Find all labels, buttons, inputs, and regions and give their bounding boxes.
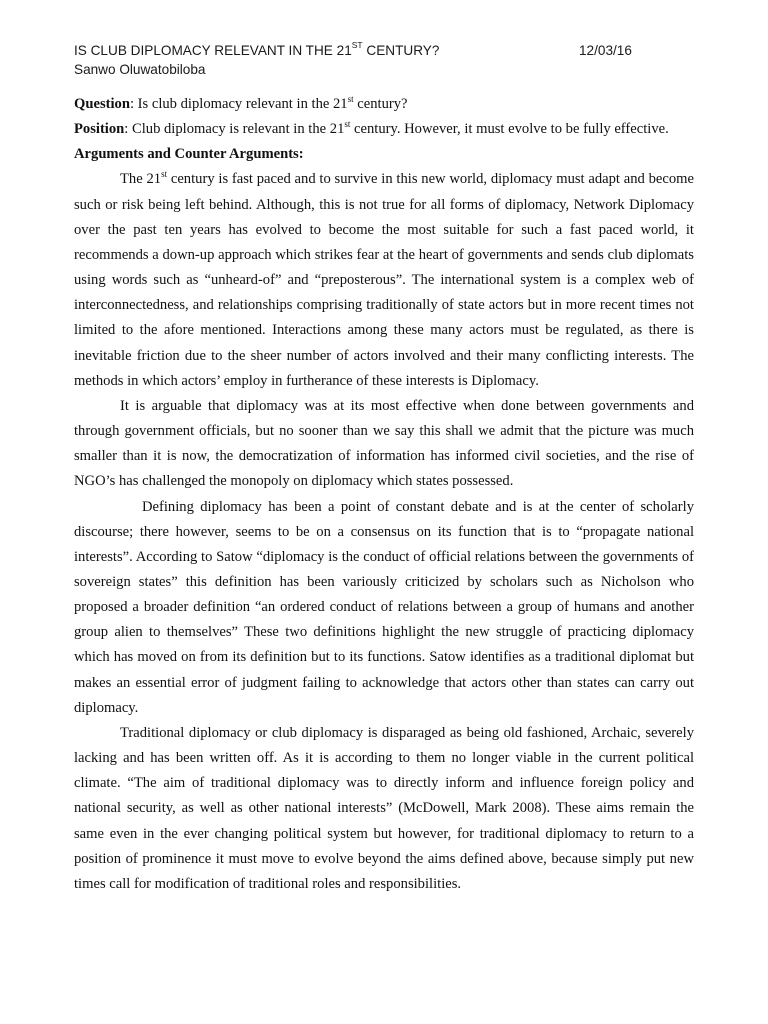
- paragraph-1-superscript: st: [161, 169, 168, 180]
- document-title: [74, 42, 439, 60]
- question-text: : Is club diplomacy relevant in the 21: [129, 96, 348, 112]
- document-author: Sanwo Oluwatobiloba: [74, 62, 206, 77]
- question-label: Question: [74, 96, 130, 112]
- document-title-text: IS CLUB DIPLOMACY RELEVANT IN THE 21: [74, 43, 352, 58]
- arguments-heading-text: Arguments and Counter Arguments:: [74, 146, 304, 163]
- document-title-superscript: ST: [351, 40, 363, 51]
- paragraph-2: It is arguable that diplomacy was at its most effective when done between governments and through government officials, but no sooner than we say this shall we admit that the picture was much smaller than it is now, the democratization of information has informed civil societies, and the rise of NGO’s has challenged the monopoly on diplomacy which states possessed.: [74, 397, 694, 490]
- document-title-end: CENTURY?: [362, 43, 440, 58]
- position-line: [74, 117, 694, 142]
- header-title-row: [74, 42, 694, 61]
- position-label: Position: [74, 121, 125, 138]
- paragraph-3: Defining diplomacy has been a point of constant debate and is at the center of scholarly discourse; there however, seems to be on a consensus on its function that is to “propagate national interests”. According to Satow “diplomacy is the conduct of official relations between the governments of sovereign states” this definition has been variously criticized by scholars such as Nicholson who proposed a broader definition “an ordered conduct of relations between a group of humans and another group alien to themselves” These two definitions highlight the new struggle of practicing diplomacy which has moved on from its definition but to its functions. Satow identifies as a traditional diplomat but makes an essential error of judgment failing to acknowledge that actors other than states can carry out diplomacy.: [74, 498, 694, 716]
- position-text-end: century. However, it must evolve to be fully effective.: [350, 121, 669, 138]
- paragraph-4: Traditional diplomacy or club diplomacy is disparaged as being old fashioned, Archaic, severely lacking and has been written off. As it is according to them no longer viable in the current political climate. “The aim of traditional diplomacy was to directly inform and influence foreign policy and national security, as well as other national interests” (McDowell, Mark 2008). These aims remain the same even in the ever changing political system but however, for traditional diplomacy to return to a position of prominence it must move to evolve beyond the aims defined above, because simply put new times call for modification of traditional roles and responsibilities.: [74, 724, 694, 892]
- document-body: [74, 92, 694, 897]
- question-text-end: century?: [353, 96, 408, 112]
- question-line: [74, 92, 694, 117]
- question-superscript: st: [347, 94, 354, 105]
- paragraph-1: [74, 167, 694, 393]
- paragraph-1-start: The 21: [120, 171, 162, 188]
- position-text: : Club diplomacy is relevant in the 21: [124, 121, 345, 138]
- position-superscript: st: [344, 119, 351, 130]
- page-header: [74, 42, 694, 79]
- paragraph-1-text: century is fast paced and to survive in this new world, diplomacy must adapt and become such or risk being left behind. Although, this is not true for all forms of diplomacy, Network Diplomacy over the past ten years has evolved to become the most suitable for such a fast paced world, it recommends a down-up approach which strikes fear at the heart of governments and sends club diplomats using words such as “unheard-of” and “preposterous”. The international system is a complex web of interconnectedness, and relationships comprising traditionally of state actors but in more recent times not limited to the afore mentioned. Interactions among these many actors must be regulated, as there is inevitable friction due to the sheer number of actors involved and their many conflicting interests. The methods in which actors’ employ in furtherance of these interests is Diplomacy.: [74, 171, 694, 389]
- document-date: 12/03/16: [579, 43, 632, 58]
- arguments-heading: [74, 142, 694, 167]
